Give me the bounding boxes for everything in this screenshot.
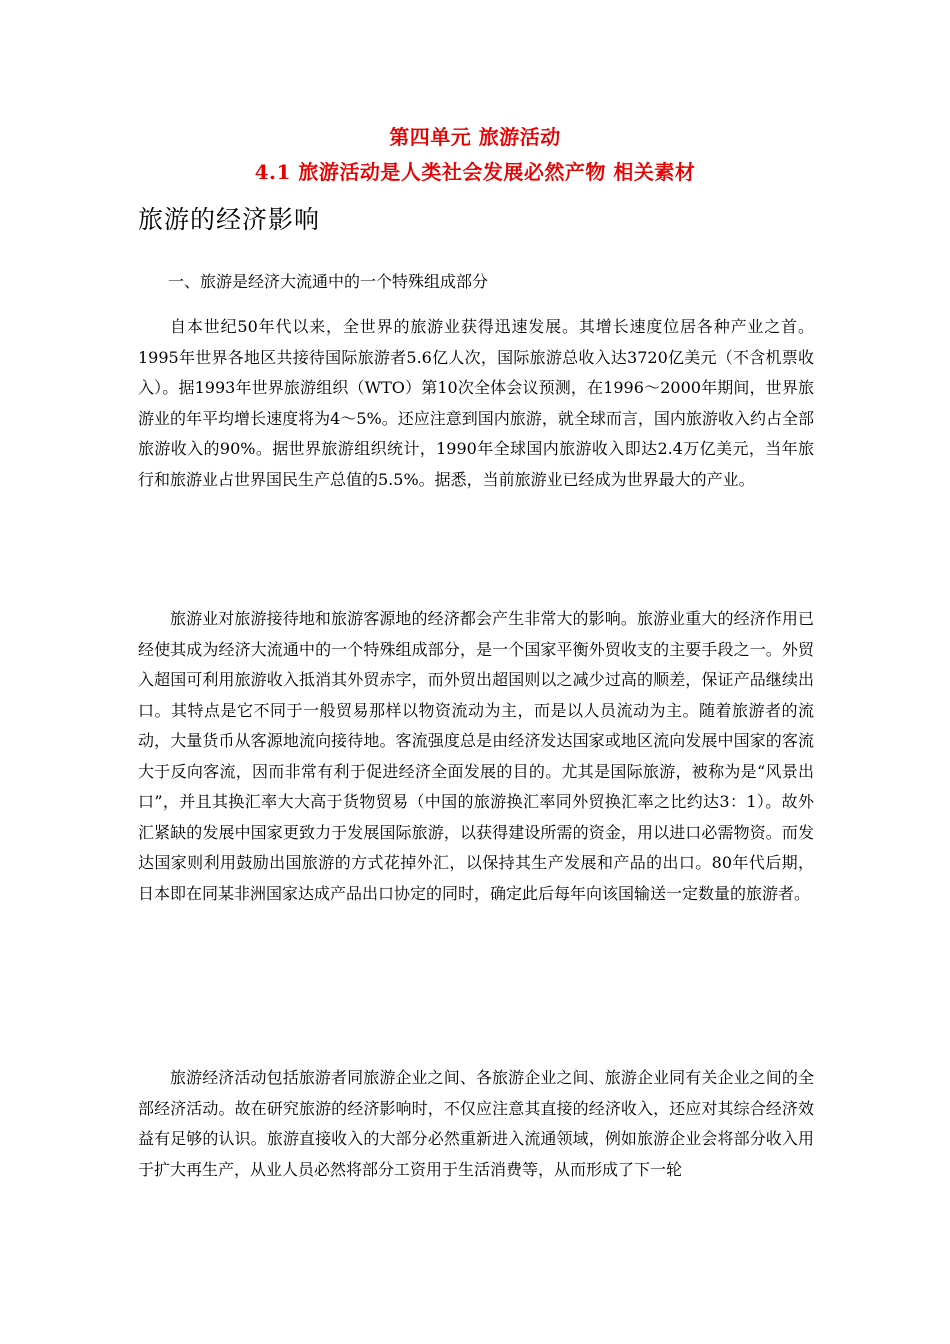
unit-title: 第四单元 旅游活动 [389, 125, 561, 149]
paragraph-1: 自本世纪50年代以来，全世界的旅游业获得迅速发展。其增长速度位居各种产业之首。1995年世界各地区共接待国际旅游者5.6亿人次，国际旅游总收入达3720亿美元（不含机票收入）。据1993年世界旅游组织（WTO）第10次全体会议预测，在1996～2000年期间，世界旅游业的年平均增长速度将为4～5%。还应注意到国内旅游，就全球而言，国内旅游收入约占全部旅游收入的90%。据世界旅游组织统计，1990年全球国内旅游收入即达2.4万亿美元，当年旅行和旅游业占世界国民生产总值的5.5%。据悉，当前旅游业已经成为世界最大的产业。 [138, 317, 814, 489]
section-heading: 一、旅游是经济大流通中的一个特殊组成部分 [168, 272, 489, 291]
lesson-title: 4.1 旅游活动是人类社会发展必然产物 相关素材 [254, 160, 696, 184]
article-subtitle: 旅游的经济影响 [138, 205, 321, 234]
paragraph-2: 旅游业对旅游接待地和旅游客源地的经济都会产生非常大的影响。旅游业重大的经济作用已经使其成为经济大流通中的一个特殊组成部分，是一个国家平衡外贸收支的主要手段之一。外贸入超国可利用旅游收入抵消其外贸赤字，而外贸出超国则以之减少过高的顺差，保证产品继续出口。其特点是它不同于一般贸易那样以物资流动为主，而是以人员流动为主。随着旅游者的流动，大量货币从客源地流向接待地。客流强度总是由经济发达国家或地区流向发展中国家的客流大于反向客流，因而非常有利于促进经济全面发展的目的。尤其是国际旅游，被称为是“风景出口”，并且其换汇率大大高于货物贸易（中国的旅游换汇率同外贸换汇率之比约达3：1）。故外汇紧缺的发展中国家更致力于发展国际旅游，以获得建设所需的资金，用以进口必需物资。而发达国家则利用鼓励出国旅游的方式花掉外汇，以保持其生产发展和产品的出口。80年代后期，日本即在同某非洲国家达成产品出口协定的同时，确定此后每年向该国输送一定数量的旅游者。 [138, 609, 814, 903]
paragraph-3: 旅游经济活动包括旅游者同旅游企业之间、各旅游企业之间、旅游企业同有关企业之间的全部经济活动。故在研究旅游的经济影响时，不仅应注意其直接的经济收入，还应对其综合经济效益有足够的认识。旅游直接收入的大部分必然重新进入流通领域，例如旅游企业会将部分收入用于扩大再生产，从业人员必然将部分工资用于生活消费等，从而形成了下一轮 [138, 1068, 814, 1179]
